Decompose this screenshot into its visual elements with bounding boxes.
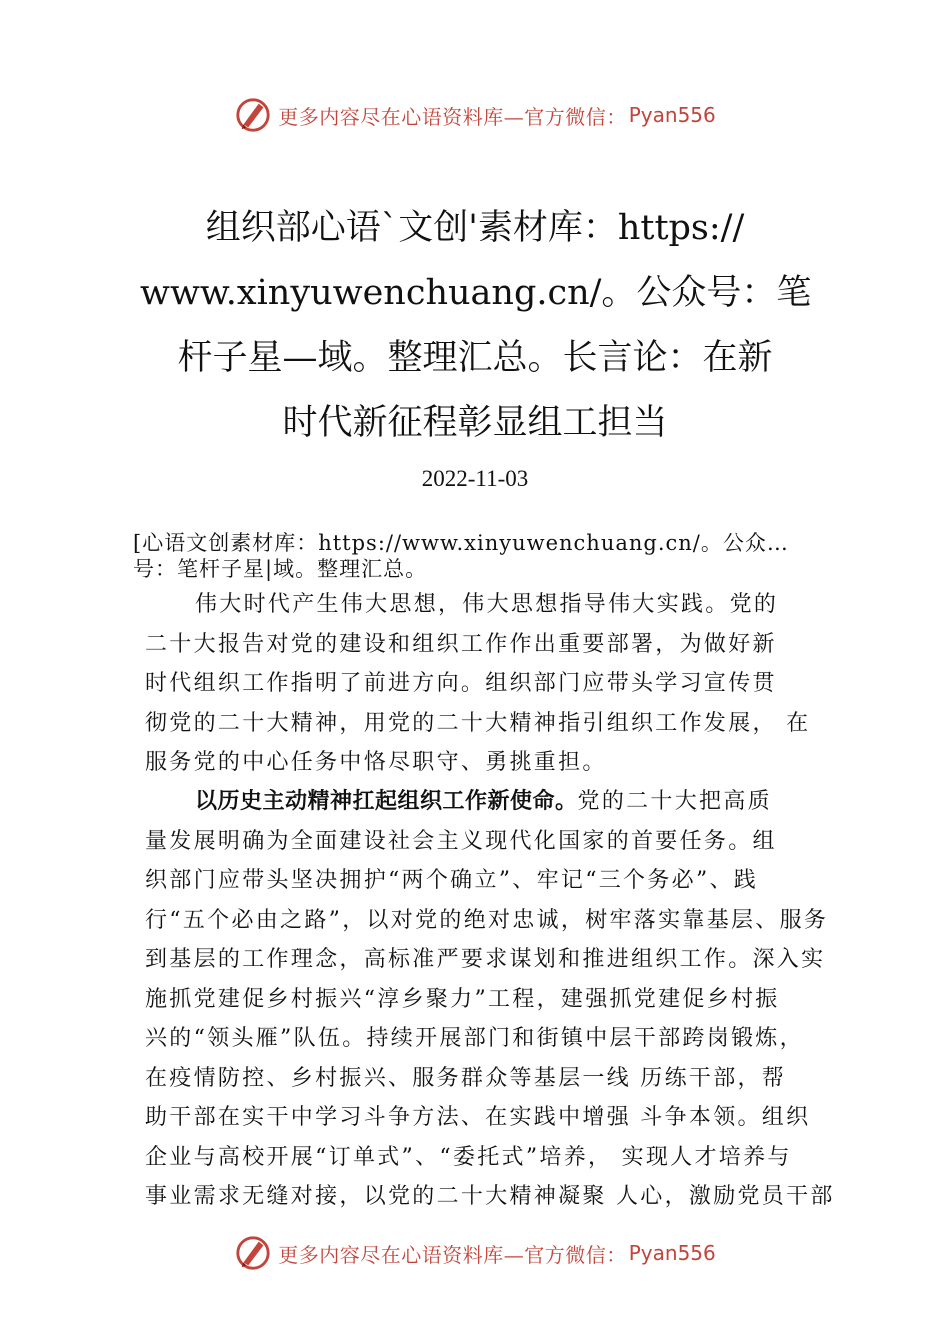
- paragraph-line: 助干部在实干中学习斗争方法、在实践中增强 斗争本领。组织: [145, 1105, 811, 1130]
- paragraph-first-line-rest: 党的二十大把高质: [577, 789, 772, 814]
- banner-text: 更多内容尽在心语资料库—官方微信：: [278, 1242, 627, 1267]
- source-line: 号：笔杆子星|域。整理汇总。: [133, 557, 428, 581]
- paragraph-line: 兴的“领头雁”队伍。持续开展部门和街镇中层干部跨岗锻炼，: [145, 1026, 804, 1051]
- paragraph-line: 二十大报告对党的建设和组织工作作出重要部署，为做好新: [145, 631, 777, 657]
- title-line: 杆子星—域。整理汇总。长言论：在新: [177, 338, 773, 378]
- document-title: [140, 196, 810, 456]
- red-pen-circle-logo-icon: [234, 1234, 272, 1272]
- paragraph-line: 在疫情防控、乡村振兴、服务群众等基层一线 历练干部，帮: [145, 1065, 787, 1091]
- publish-date: 2022-11-03: [421, 466, 529, 491]
- paragraph-line: 服务党的中心任务中恪尽职守、勇挑重担。: [145, 750, 607, 775]
- paragraph-line: 企业与高校开展“订单式”、“委托式”培养， 实现人才培养与: [145, 1144, 792, 1170]
- paragraph-intro: [145, 585, 845, 783]
- paragraph-line: 施抓党建促乡村振兴“淳乡聚力”工程，建强抓党建促乡村振: [145, 986, 780, 1012]
- paragraph-line: 行“五个必由之路”，以对党的绝对忠诚，树牢落实靠基层、服务: [145, 907, 829, 933]
- banner-wechat-id: Pyan556: [628, 1241, 716, 1265]
- paragraph-line: 事业需求无缝对接，以党的二十大精神凝聚 人心，激励党员干部: [145, 1184, 835, 1209]
- paragraph-line: 到基层的工作理念，高标准严要求谋划和推进组织工作。深入实: [145, 947, 826, 972]
- paragraph-line: 织部门应带头坚决拥护“两个确立”、牢记“三个务必”、践: [145, 868, 759, 893]
- paragraph-line: 时代组织工作指明了前进方向。组织部门应带头学习宣传贯: [145, 671, 777, 696]
- red-pen-circle-logo-icon: [234, 96, 272, 134]
- paragraph-first-line: [145, 782, 845, 822]
- paragraph-line: 量发展明确为全面建设社会主义现代化国家的首要任务。组: [145, 828, 777, 854]
- paragraph-mission: [145, 782, 845, 1217]
- banner-text: 更多内容尽在心语资料库—官方微信：: [278, 104, 627, 129]
- title-line: 组织部心语`文创'素材库：https://: [205, 208, 745, 248]
- paragraph-lead-heading: 以历史主动精神扛起组织工作新使命。: [195, 789, 578, 814]
- paragraph-line: 伟大时代产生伟大思想，伟大思想指导伟大实践。党的: [195, 592, 779, 617]
- title-line: www.xinyuwenchuang.cn/。公众号：笔: [140, 273, 812, 313]
- footer-banner: [0, 1231, 950, 1275]
- source-line: [心语文创素材库：https://www.xinyuwenchuang.cn/。公众…: [133, 531, 789, 555]
- paragraph-line: 彻党的二十大精神，用党的二十大精神指引组织工作发展， 在: [145, 710, 811, 736]
- title-line: 时代新征程彰显组工担当: [282, 403, 668, 443]
- banner-wechat-id: Pyan556: [628, 103, 716, 127]
- source-note: [133, 530, 845, 582]
- header-banner: [0, 93, 950, 137]
